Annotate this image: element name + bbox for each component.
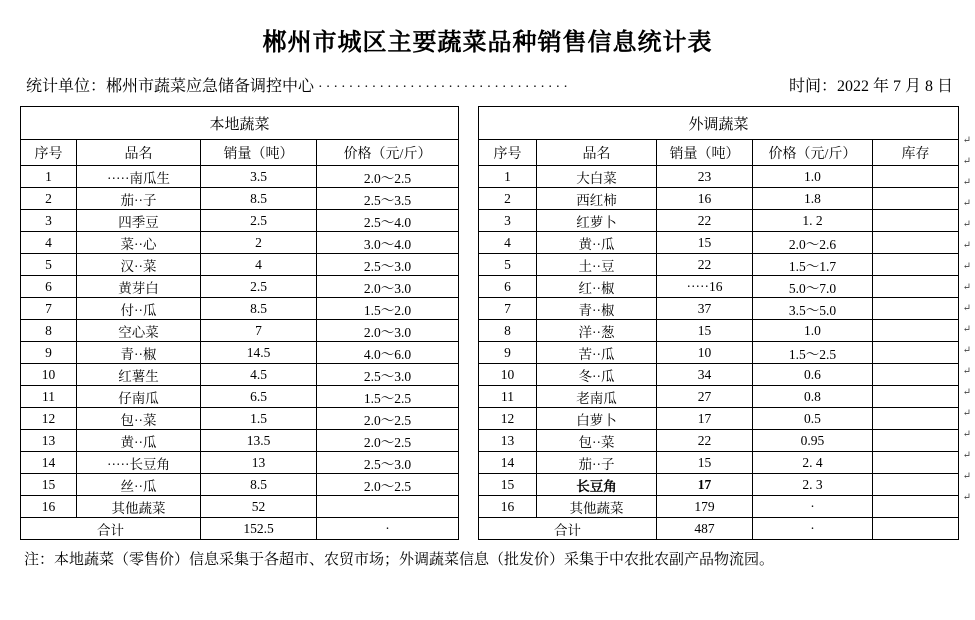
cell-price: · (752, 496, 872, 518)
cell-price: 2.5～3.0 (317, 452, 459, 474)
cell-name: 青··椒 (536, 298, 656, 320)
cell-index: 5 (21, 254, 77, 276)
out-header-name: 品名 (536, 140, 656, 166)
cell-name: 白萝卜 (536, 408, 656, 430)
cell-volume: 15 (656, 452, 752, 474)
local-total-label: 合计 (21, 518, 201, 540)
cell-name: 空心菜 (77, 320, 201, 342)
cell-index: 13 (21, 430, 77, 452)
cell-index: 16 (478, 496, 536, 518)
cell-index: 4 (21, 232, 77, 254)
paragraph-mark-icon: ↵ (962, 471, 971, 482)
cell-name: 大白菜 (536, 166, 656, 188)
cell-name: 包··菜 (77, 408, 201, 430)
out-total-stock (872, 518, 958, 540)
paragraph-mark-icon: ↵ (962, 387, 971, 398)
out-total-extra: · (752, 518, 872, 540)
cell-index: 6 (478, 276, 536, 298)
cell-name: 四季豆 (77, 210, 201, 232)
cell-volume: 7 (201, 320, 317, 342)
table-row (478, 364, 958, 386)
cell-index: 10 (478, 364, 536, 386)
cell-index: 12 (21, 408, 77, 430)
table-header-row (21, 140, 459, 166)
cell-name: 长豆角 (536, 474, 656, 496)
meta-row (26, 73, 953, 96)
paragraph-mark-icon: ↵ (962, 156, 971, 167)
cell-volume: 22 (656, 430, 752, 452)
cell-index: 7 (21, 298, 77, 320)
cell-price: 1.8 (752, 188, 872, 210)
cell-volume: 22 (656, 210, 752, 232)
cell-price: 1.5～2.5 (752, 342, 872, 364)
paragraph-marks (963, 130, 971, 508)
external-vegetables-table (478, 106, 959, 540)
paragraph-mark-icon: ↵ (962, 366, 971, 377)
cell-index: 3 (478, 210, 536, 232)
cell-volume: ·····16 (656, 276, 752, 298)
out-header-volume: 销量（吨） (656, 140, 752, 166)
table-group-header-row (478, 107, 958, 140)
cell-price: 2.0～2.5 (317, 474, 459, 496)
cell-stock (872, 452, 958, 474)
cell-price: 5.0～7.0 (752, 276, 872, 298)
out-total-value: 487 (656, 518, 752, 540)
cell-volume: 179 (656, 496, 752, 518)
table-row (478, 408, 958, 430)
out-group-title: 外调蔬菜 (478, 107, 958, 140)
cell-volume: 23 (656, 166, 752, 188)
cell-price: 2.5～3.0 (317, 254, 459, 276)
unit-label: 统计单位： (26, 78, 107, 95)
table-row (21, 452, 459, 474)
cell-price: 2.0～2.6 (752, 232, 872, 254)
cell-volume: 8.5 (201, 474, 317, 496)
cell-name: 红薯生 (77, 364, 201, 386)
local-total-value: 152.5 (201, 518, 317, 540)
local-header-index: 序号 (21, 140, 77, 166)
table-row (21, 276, 459, 298)
cell-volume: 52 (201, 496, 317, 518)
paragraph-mark-icon: ↵ (962, 492, 971, 503)
table-row (478, 298, 958, 320)
cell-volume: 14.5 (201, 342, 317, 364)
paragraph-mark-icon: ↵ (962, 429, 971, 440)
cell-price: 2.0～2.5 (317, 166, 459, 188)
cell-index: 3 (21, 210, 77, 232)
cell-name: 包··菜 (536, 430, 656, 452)
page-title: 郴州市城区主要蔬菜品种销售信息统计表 (262, 30, 713, 56)
table-row (21, 496, 459, 518)
cell-index: 10 (21, 364, 77, 386)
table-row (478, 386, 958, 408)
cell-price: 1.0 (752, 320, 872, 342)
cell-name: 茄··子 (536, 452, 656, 474)
leader-dots: ································· (318, 80, 571, 95)
cell-name: ·····南瓜生 (77, 166, 201, 188)
table-row (478, 430, 958, 452)
paragraph-mark-icon: ↵ (962, 282, 971, 293)
table-row (21, 474, 459, 496)
cell-index: 1 (21, 166, 77, 188)
cell-price: 2.5～3.0 (317, 364, 459, 386)
cell-volume: 10 (656, 342, 752, 364)
local-header-volume: 销量（吨） (201, 140, 317, 166)
cell-name: 西红柿 (536, 188, 656, 210)
cell-price: 2.5～3.5 (317, 188, 459, 210)
table-header-row (478, 140, 958, 166)
cell-price: 0.8 (752, 386, 872, 408)
table-row (21, 386, 459, 408)
cell-index: 4 (478, 232, 536, 254)
cell-index: 7 (478, 298, 536, 320)
time-label: 时间： (788, 78, 837, 95)
cell-price: 2.0～3.0 (317, 320, 459, 342)
table-row (21, 342, 459, 364)
table-row (21, 298, 459, 320)
cell-name: 茄··子 (77, 188, 201, 210)
cell-volume: 15 (656, 232, 752, 254)
cell-index: 9 (478, 342, 536, 364)
cell-index: 11 (478, 386, 536, 408)
cell-volume: 13 (201, 452, 317, 474)
cell-index: 2 (21, 188, 77, 210)
cell-name: 黄··瓜 (536, 232, 656, 254)
time-value: 2022 年 7 月 8 日 (836, 78, 953, 95)
cell-stock (872, 474, 958, 496)
cell-index: 15 (21, 474, 77, 496)
cell-stock (872, 166, 958, 188)
paragraph-mark-icon: ↵ (962, 135, 971, 146)
cell-name: 黄芽白 (77, 276, 201, 298)
cell-price: 1.5～2.0 (317, 298, 459, 320)
cell-index: 8 (21, 320, 77, 342)
table-total-row (478, 518, 958, 540)
table-row (21, 232, 459, 254)
cell-price: 2.0～2.5 (317, 408, 459, 430)
paragraph-mark-icon: ↵ (962, 408, 971, 419)
paragraph-mark-icon: ↵ (962, 240, 971, 251)
cell-name: 汉··菜 (77, 254, 201, 276)
table-group-header-row (21, 107, 459, 140)
cell-volume: 4 (201, 254, 317, 276)
paragraph-mark-icon: ↵ (962, 324, 971, 335)
cell-index: 13 (478, 430, 536, 452)
cell-price: 4.0～6.0 (317, 342, 459, 364)
paragraph-mark-icon: ↵ (962, 219, 971, 230)
cell-volume: 22 (656, 254, 752, 276)
cell-stock (872, 254, 958, 276)
cell-volume: 16 (656, 188, 752, 210)
cell-price: 2.0～3.0 (317, 276, 459, 298)
cell-name: 苦··瓜 (536, 342, 656, 364)
table-row (21, 430, 459, 452)
cell-index: 1 (478, 166, 536, 188)
paragraph-mark-icon: ↵ (962, 450, 971, 461)
cell-name: 冬··瓜 (536, 364, 656, 386)
cell-index: 9 (21, 342, 77, 364)
cell-stock (872, 386, 958, 408)
paragraph-mark-icon: ↵ (962, 303, 971, 314)
cell-name: 洋··葱 (536, 320, 656, 342)
out-header-index: 序号 (478, 140, 536, 166)
cell-volume: 17 (656, 474, 752, 496)
document-page (0, 22, 975, 620)
cell-index: 11 (21, 386, 77, 408)
cell-index: 5 (478, 254, 536, 276)
cell-index: 12 (478, 408, 536, 430)
cell-volume: 4.5 (201, 364, 317, 386)
cell-stock (872, 320, 958, 342)
cell-name: 黄··瓜 (77, 430, 201, 452)
cell-volume: 15 (656, 320, 752, 342)
out-total-label: 合计 (478, 518, 656, 540)
unit-value: 郴州市蔬菜应急储备调控中心 (106, 78, 315, 95)
table-row (478, 320, 958, 342)
cell-name: 老南瓜 (536, 386, 656, 408)
table-row (478, 496, 958, 518)
cell-index: 16 (21, 496, 77, 518)
table-row (478, 474, 958, 496)
cell-volume: 1.5 (201, 408, 317, 430)
cell-price: 3.5～5.0 (752, 298, 872, 320)
cell-price: 0.5 (752, 408, 872, 430)
table-row (478, 232, 958, 254)
tables-container (20, 106, 959, 540)
cell-stock (872, 408, 958, 430)
cell-volume: 8.5 (201, 298, 317, 320)
table-row (21, 408, 459, 430)
cell-volume: 6.5 (201, 386, 317, 408)
table-row (21, 364, 459, 386)
cell-index: 2 (478, 188, 536, 210)
cell-name: 青··椒 (77, 342, 201, 364)
cell-index: 6 (21, 276, 77, 298)
local-total-extra: · (317, 518, 459, 540)
cell-price: 2. 3 (752, 474, 872, 496)
table-row (478, 452, 958, 474)
cell-stock (872, 342, 958, 364)
cell-stock (872, 276, 958, 298)
table-row (21, 210, 459, 232)
table-row (21, 188, 459, 210)
cell-stock (872, 496, 958, 518)
cell-index: 14 (21, 452, 77, 474)
table-row (21, 320, 459, 342)
table-row (21, 166, 459, 188)
table-row (478, 210, 958, 232)
cell-price: 2.5～4.0 (317, 210, 459, 232)
local-vegetables-table (20, 106, 459, 540)
cell-price: 1.5～2.5 (317, 386, 459, 408)
table-row (478, 276, 958, 298)
cell-index: 8 (478, 320, 536, 342)
out-header-price: 价格（元/斤） (752, 140, 872, 166)
cell-stock (872, 298, 958, 320)
cell-stock (872, 430, 958, 452)
cell-index: 14 (478, 452, 536, 474)
local-header-name: 品名 (77, 140, 201, 166)
cell-price: 2. 4 (752, 452, 872, 474)
cell-volume: 37 (656, 298, 752, 320)
cell-price: 1.5～1.7 (752, 254, 872, 276)
cell-stock (872, 232, 958, 254)
cell-price (317, 496, 459, 518)
cell-name: 菜··心 (77, 232, 201, 254)
cell-stock (872, 210, 958, 232)
table-row (478, 166, 958, 188)
cell-stock (872, 364, 958, 386)
cell-volume: 17 (656, 408, 752, 430)
table-total-row (21, 518, 459, 540)
cell-price: 3.0～4.0 (317, 232, 459, 254)
cell-volume: 13.5 (201, 430, 317, 452)
cell-volume: 2.5 (201, 276, 317, 298)
cell-index: 15 (478, 474, 536, 496)
local-group-title: 本地蔬菜 (21, 107, 459, 140)
cell-name: 其他蔬菜 (536, 496, 656, 518)
cell-stock (872, 188, 958, 210)
paragraph-mark-icon: ↵ (962, 198, 971, 209)
cell-name: 丝··瓜 (77, 474, 201, 496)
cell-volume: 8.5 (201, 188, 317, 210)
footnote: 注：本地蔬菜（零售价）信息采集于各超市、农贸市场；外调蔬菜信息（批发价）采集于中农批农副产品物流园。 (24, 552, 775, 568)
cell-volume: 3.5 (201, 166, 317, 188)
table-row (478, 188, 958, 210)
cell-volume: 2 (201, 232, 317, 254)
local-header-price: 价格（元/斤） (317, 140, 459, 166)
cell-name: 红··椒 (536, 276, 656, 298)
cell-name: 仔南瓜 (77, 386, 201, 408)
cell-price: 2.0～2.5 (317, 430, 459, 452)
cell-volume: 2.5 (201, 210, 317, 232)
cell-name: 红萝卜 (536, 210, 656, 232)
cell-price: 1.0 (752, 166, 872, 188)
table-row (478, 342, 958, 364)
cell-price: 0.95 (752, 430, 872, 452)
paragraph-mark-icon: ↵ (962, 177, 971, 188)
out-header-stock: 库存 (872, 140, 958, 166)
cell-name: ·····长豆角 (77, 452, 201, 474)
paragraph-mark-icon: ↵ (962, 345, 971, 356)
cell-name: 付··瓜 (77, 298, 201, 320)
cell-price: 1. 2 (752, 210, 872, 232)
cell-volume: 27 (656, 386, 752, 408)
cell-name: 其他蔬菜 (77, 496, 201, 518)
cell-volume: 34 (656, 364, 752, 386)
table-row (478, 254, 958, 276)
paragraph-mark-icon: ↵ (962, 261, 971, 272)
cell-name: 土··豆 (536, 254, 656, 276)
cell-price: 0.6 (752, 364, 872, 386)
table-row (21, 254, 459, 276)
